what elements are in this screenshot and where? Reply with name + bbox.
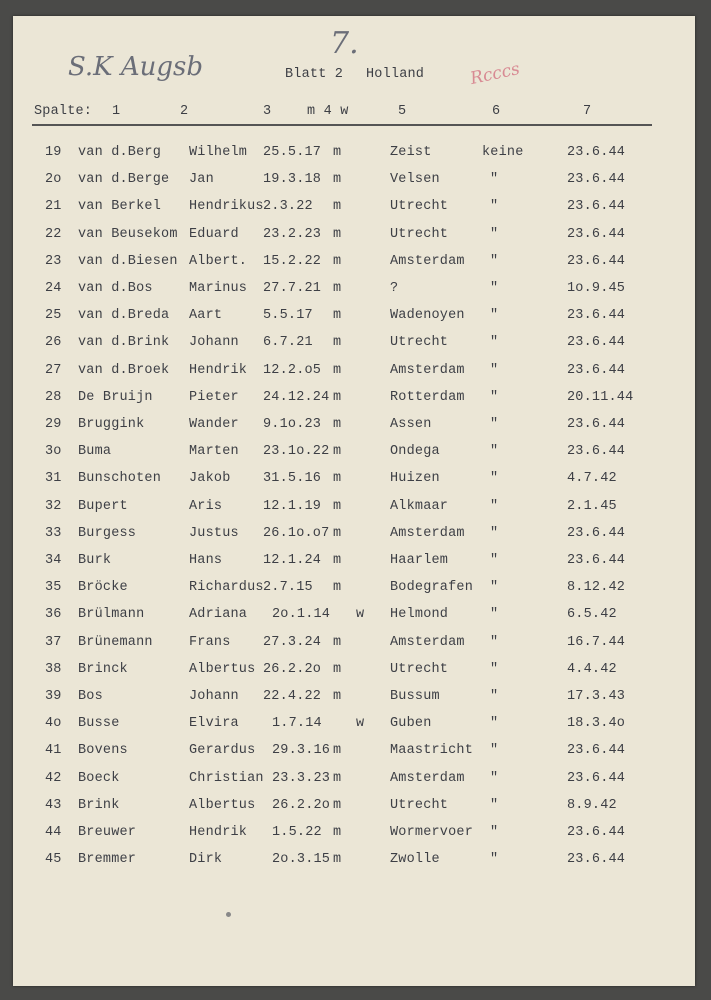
birth-date-cell: 26.2.2o — [272, 797, 331, 813]
row-number: 27 — [45, 362, 62, 378]
row-number: 33 — [45, 525, 62, 541]
row-number: 3o — [45, 444, 62, 460]
birth-date-cell: 1.7.14 — [272, 716, 322, 732]
first-name-cell: Christian — [189, 770, 264, 786]
sex-cell: m — [333, 498, 342, 514]
surname-cell: van d.Bos — [78, 281, 153, 296]
first-name-cell: Richardus — [189, 580, 264, 596]
birth-date-cell: 19.3.18 — [263, 172, 322, 188]
surname-cell: van d.Broek — [78, 362, 170, 378]
column-6-cell: " — [490, 417, 499, 432]
first-name-cell: Albert. — [189, 253, 248, 269]
column-7-header: 7 — [583, 104, 592, 119]
column-6-cell: " — [490, 525, 499, 541]
date-cell: 23.6.44 — [567, 417, 626, 432]
paper-mark — [226, 912, 231, 917]
date-cell: 17.3.43 — [567, 689, 626, 704]
birthplace-cell: Utrecht — [390, 226, 449, 242]
first-name-cell: Hendrik — [189, 362, 248, 378]
row-number: 23 — [45, 253, 62, 269]
date-cell: 4.7.42 — [567, 471, 617, 487]
sex-cell: m — [333, 797, 342, 813]
row-number: 34 — [45, 553, 62, 568]
birthplace-cell: Amsterdam — [390, 253, 465, 269]
sex-cell: w — [356, 607, 365, 623]
column-2-header: 2 — [180, 104, 189, 119]
sex-cell: m — [333, 661, 342, 677]
date-cell: 23.6.44 — [567, 335, 626, 351]
first-name-cell: Elvira — [189, 716, 239, 732]
first-name-cell: Hendrikus — [189, 199, 264, 215]
header-rule — [32, 124, 652, 126]
surname-cell: van d.Breda — [78, 308, 170, 324]
first-name-cell: Jan — [189, 172, 214, 188]
birthplace-cell: Bussum — [390, 689, 440, 704]
column-header-label: Spalte: — [34, 104, 93, 119]
row-number: 41 — [45, 743, 62, 759]
birthplace-cell: Amsterdam — [390, 770, 465, 786]
sex-cell: m — [333, 852, 342, 868]
surname-cell: Bupert — [78, 498, 128, 514]
sex-cell: m — [333, 362, 342, 378]
birth-date-cell: 12.1.24 — [263, 553, 322, 568]
sex-cell: m — [333, 389, 342, 405]
date-cell: 23.6.44 — [567, 199, 626, 215]
row-number: 39 — [45, 689, 62, 704]
surname-cell: Brünemann — [78, 634, 153, 650]
birthplace-cell: Assen — [390, 417, 432, 432]
surname-cell: van d.Brink — [78, 335, 170, 351]
column-6-cell: " — [490, 716, 499, 732]
first-name-cell: Dirk — [189, 852, 223, 868]
first-name-cell: Wander — [189, 417, 239, 432]
date-cell: 8.9.42 — [567, 797, 617, 813]
date-cell: 23.6.44 — [567, 308, 626, 324]
row-number: 35 — [45, 580, 62, 596]
date-cell: 18.3.4o — [567, 716, 626, 732]
date-cell: 23.6.44 — [567, 226, 626, 242]
row-number: 21 — [45, 199, 62, 215]
column-6-cell: " — [490, 689, 499, 704]
first-name-cell: Pieter — [189, 389, 239, 405]
row-number: 38 — [45, 661, 62, 677]
column-5-header: 5 — [398, 104, 407, 119]
first-name-cell: Aris — [189, 498, 223, 514]
column-6-cell: " — [490, 308, 499, 324]
birthplace-cell: Bodegrafen — [390, 580, 474, 596]
first-name-cell: Frans — [189, 634, 231, 650]
birthplace-cell: Wormervoer — [390, 825, 474, 840]
sex-cell: m — [333, 444, 342, 460]
column-6-cell: " — [490, 553, 499, 568]
birth-date-cell: 2o.3.15 — [272, 852, 331, 868]
birthplace-cell: Maastricht — [390, 743, 474, 759]
row-number: 37 — [45, 634, 62, 650]
birthplace-cell: ? — [390, 281, 399, 296]
column-6-cell: " — [490, 362, 499, 378]
date-cell: 4.4.42 — [567, 661, 617, 677]
column-6-cell: " — [490, 852, 499, 868]
sheet-label: Blatt 2 — [285, 67, 344, 82]
column-6-cell: " — [490, 172, 499, 188]
sex-cell: m — [333, 199, 342, 215]
surname-cell: van d.Berg — [78, 145, 162, 160]
birth-date-cell: 6.7.21 — [263, 335, 313, 351]
handwritten-note: S.K Augsb — [68, 52, 203, 82]
date-cell: 8.12.42 — [567, 580, 626, 596]
sex-cell: m — [333, 580, 342, 596]
row-number: 19 — [45, 145, 62, 160]
date-cell: 1o.9.45 — [567, 281, 626, 296]
first-name-cell: Jakob — [189, 471, 231, 487]
column-1-header: 1 — [112, 104, 121, 119]
first-name-cell: Eduard — [189, 226, 239, 242]
date-cell: 2.1.45 — [567, 498, 617, 514]
column-6-cell: " — [490, 607, 499, 623]
birth-date-cell: 24.12.24 — [263, 389, 330, 405]
column-6-cell: " — [490, 281, 499, 296]
birthplace-cell: Helmond — [390, 607, 449, 623]
birth-date-cell: 23.1o.22 — [263, 444, 330, 460]
first-name-cell: Johann — [189, 689, 239, 704]
column-6-cell: " — [490, 770, 499, 786]
row-number: 42 — [45, 770, 62, 786]
date-cell: 23.6.44 — [567, 743, 626, 759]
column-3-header: 3 — [263, 104, 272, 119]
row-number: 26 — [45, 335, 62, 351]
column-6-cell: " — [490, 580, 499, 596]
birthplace-cell: Utrecht — [390, 199, 449, 215]
column-6-header: 6 — [492, 104, 501, 119]
row-number: 45 — [45, 852, 62, 868]
birth-date-cell: 5.5.17 — [263, 308, 313, 324]
surname-cell: De Bruijn — [78, 389, 153, 405]
date-cell: 20.11.44 — [567, 389, 634, 405]
birth-date-cell: 9.1o.23 — [263, 417, 322, 432]
birthplace-cell: Utrecht — [390, 335, 449, 351]
date-cell: 23.6.44 — [567, 253, 626, 269]
column-6-cell: " — [490, 444, 499, 460]
birthplace-cell: Rotterdam — [390, 389, 465, 405]
surname-cell: Breuwer — [78, 825, 137, 840]
country-label: Holland — [366, 67, 425, 82]
surname-cell: Bos — [78, 689, 103, 704]
row-number: 25 — [45, 308, 62, 324]
surname-cell: Bunschoten — [78, 471, 162, 487]
sex-cell: m — [333, 226, 342, 242]
sex-cell: m — [333, 553, 342, 568]
first-name-cell: Marten — [189, 444, 239, 460]
birthplace-cell: Utrecht — [390, 797, 449, 813]
first-name-cell: Justus — [189, 525, 239, 541]
birth-date-cell: 29.3.16 — [272, 743, 331, 759]
surname-cell: Brink — [78, 797, 120, 813]
first-name-cell: Hendrik — [189, 825, 248, 840]
row-number: 24 — [45, 281, 62, 296]
surname-cell: Brülmann — [78, 607, 145, 623]
date-cell: 23.6.44 — [567, 852, 626, 868]
birthplace-cell: Alkmaar — [390, 498, 449, 514]
birthplace-cell: Amsterdam — [390, 525, 465, 541]
birth-date-cell: 1.5.22 — [272, 825, 322, 840]
birthplace-cell: Zeist — [390, 145, 432, 160]
surname-cell: van Beusekom — [78, 226, 178, 242]
surname-cell: Busse — [78, 716, 120, 732]
birthplace-cell: Guben — [390, 716, 432, 732]
date-cell: 23.6.44 — [567, 525, 626, 541]
column-6-cell: " — [490, 661, 499, 677]
column-6-cell: " — [490, 743, 499, 759]
date-cell: 23.6.44 — [567, 362, 626, 378]
column-6-cell: " — [490, 253, 499, 269]
birth-date-cell: 27.7.21 — [263, 281, 322, 296]
birthplace-cell: Ondega — [390, 444, 440, 460]
column-6-cell: " — [490, 199, 499, 215]
birth-date-cell: 15.2.22 — [263, 253, 322, 269]
first-name-cell: Albertus — [189, 797, 256, 813]
row-number: 28 — [45, 389, 62, 405]
surname-cell: Boeck — [78, 770, 120, 786]
birthplace-cell: Amsterdam — [390, 362, 465, 378]
sex-cell: m — [333, 281, 342, 296]
sex-cell: m — [333, 145, 342, 160]
sex-cell: m — [333, 417, 342, 432]
date-cell: 23.6.44 — [567, 770, 626, 786]
first-name-cell: Hans — [189, 553, 223, 568]
birth-date-cell: 31.5.16 — [263, 471, 322, 487]
column-6-cell: " — [490, 825, 499, 840]
birth-date-cell: 12.1.19 — [263, 498, 322, 514]
column-4-header: m 4 w — [307, 104, 349, 119]
surname-cell: Bremmer — [78, 852, 137, 868]
date-cell: 16.7.44 — [567, 634, 626, 650]
birth-date-cell: 23.3.23 — [272, 770, 331, 786]
sex-cell: m — [333, 308, 342, 324]
surname-cell: van Berkel — [78, 199, 162, 215]
surname-cell: Buma — [78, 444, 112, 460]
surname-cell: van d.Berge — [78, 172, 170, 188]
birthplace-cell: Velsen — [390, 172, 440, 188]
birth-date-cell: 12.2.o5 — [263, 362, 322, 378]
row-number: 36 — [45, 607, 62, 623]
first-name-cell: Johann — [189, 335, 239, 351]
first-name-cell: Gerardus — [189, 743, 256, 759]
birth-date-cell: 2o.1.14 — [272, 607, 331, 623]
sex-cell: w — [356, 716, 365, 732]
surname-cell: Burk — [78, 553, 112, 568]
birth-date-cell: 26.2.2o — [263, 661, 322, 677]
date-cell: 23.6.44 — [567, 145, 626, 160]
first-name-cell: Adriana — [189, 607, 248, 623]
row-number: 29 — [45, 417, 62, 432]
surname-cell: Bröcke — [78, 580, 128, 596]
birth-date-cell: 2.7.15 — [263, 580, 313, 596]
date-cell: 23.6.44 — [567, 172, 626, 188]
sex-cell: m — [333, 825, 342, 840]
date-cell: 6.5.42 — [567, 607, 617, 623]
column-6-cell: " — [490, 797, 499, 813]
sex-cell: m — [333, 770, 342, 786]
column-6-cell: " — [490, 498, 499, 514]
sex-cell: m — [333, 525, 342, 541]
row-number: 32 — [45, 498, 62, 514]
birth-date-cell: 27.3.24 — [263, 634, 322, 650]
birth-date-cell: 25.5.17 — [263, 145, 322, 160]
date-cell: 23.6.44 — [567, 825, 626, 840]
surname-cell: Bruggink — [78, 417, 145, 432]
column-6-cell: " — [490, 634, 499, 650]
birth-date-cell: 22.4.22 — [263, 689, 322, 704]
column-6-cell: " — [490, 471, 499, 487]
birth-date-cell: 23.2.23 — [263, 226, 322, 242]
first-name-cell: Wilhelm — [189, 145, 248, 160]
first-name-cell: Aart — [189, 308, 223, 324]
surname-cell: Bovens — [78, 743, 128, 759]
column-6-cell: " — [490, 226, 499, 242]
row-number: 4o — [45, 716, 62, 732]
column-6-cell: " — [490, 335, 499, 351]
date-cell: 23.6.44 — [567, 553, 626, 568]
column-6-cell: " — [490, 389, 499, 405]
first-name-cell: Albertus — [189, 661, 256, 677]
birthplace-cell: Haarlem — [390, 553, 449, 568]
row-number: 44 — [45, 825, 62, 840]
date-cell: 23.6.44 — [567, 444, 626, 460]
birthplace-cell: Utrecht — [390, 661, 449, 677]
birthplace-cell: Zwolle — [390, 852, 440, 868]
sex-cell: m — [333, 634, 342, 650]
sex-cell: m — [333, 172, 342, 188]
row-number: 2o — [45, 172, 62, 188]
birthplace-cell: Huizen — [390, 471, 440, 487]
birth-date-cell: 26.1o.o7 — [263, 525, 330, 541]
column-6-cell: keine — [482, 145, 524, 160]
row-number: 43 — [45, 797, 62, 813]
birth-date-cell: 2.3.22 — [263, 199, 313, 215]
surname-cell: van d.Biesen — [78, 253, 178, 269]
surname-cell: Burgess — [78, 525, 137, 541]
sex-cell: m — [333, 471, 342, 487]
birthplace-cell: Wadenoyen — [390, 308, 465, 324]
row-number: 22 — [45, 226, 62, 242]
row-number: 31 — [45, 471, 62, 487]
red-stamp: Rcccs — [468, 59, 522, 89]
handwritten-number: 7. — [330, 26, 359, 61]
sex-cell: m — [333, 335, 342, 351]
sex-cell: m — [333, 743, 342, 759]
sex-cell: m — [333, 689, 342, 704]
birthplace-cell: Amsterdam — [390, 634, 465, 650]
first-name-cell: Marinus — [189, 281, 248, 296]
sex-cell: m — [333, 253, 342, 269]
surname-cell: Brinck — [78, 661, 128, 677]
